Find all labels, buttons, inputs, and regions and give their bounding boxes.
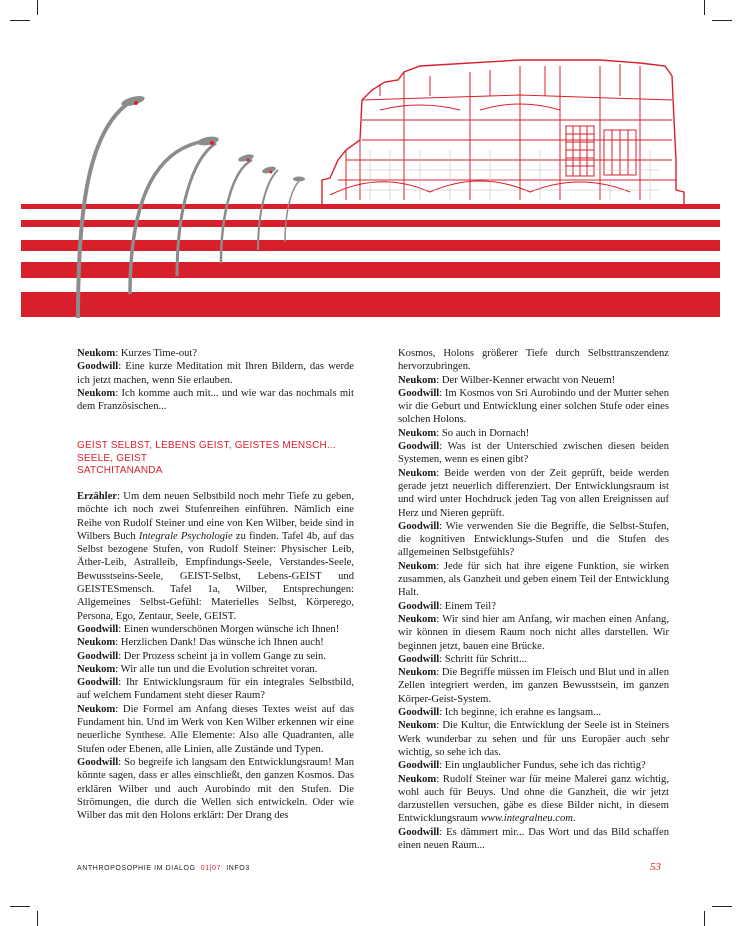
dialogue-line: Goodwill: Schritt für Schritt... xyxy=(398,653,527,665)
heading-line: SATCHITANANDA xyxy=(77,465,163,477)
speaker: Goodwill xyxy=(77,623,119,635)
speaker: Goodwill xyxy=(398,760,440,772)
narrator-paragraph: Erzähler: Um dem neuen Selbstbild noch mehr Tiefe zu geben, möchte ich noch zwei Stufenreihen einführen. Nämlich eine Reihe von Rudolf Steiner und eine von Ken Wilber, beide sind in Wilbers Buch Integrale Psychologie zu finden. Tafel 4b, auf das Selbst bezogene Stufen, von Rudolf Steiner: Physischer Leib, Äther-Leib, Astralleib, Empfindungs-Seele, Verstandes-Seele, Bewusstseins-Seele, GEIST-Selbst, Lebens-GEIST und GEISTESmensch. Tafel 1a, Wilber, Entsprechungen: Allgemeines Selbst-Gefühl: Materielles Selbst, Körperego, Persona, Ego, Zentaur, Seele, GEIST. xyxy=(77,490,354,622)
stripe xyxy=(21,292,720,317)
text-column-right xyxy=(398,347,669,852)
magazine-name: INFO3 xyxy=(226,865,250,872)
dialogue-line: Neukom: Kurzes Time-out? xyxy=(77,348,198,359)
crop-mark xyxy=(704,911,705,926)
text-column-left xyxy=(77,347,354,822)
lamp xyxy=(177,143,216,276)
dialogue-line: Goodwill: Eine kurze Meditation mit Ihren Bildern, das werde ich jetzt machen, wenn Sie erlauben. xyxy=(77,361,354,386)
dialogue-line: Goodwill: Der Prozess scheint ja in vollem Gange zu sein. xyxy=(77,650,326,662)
speaker: Neukom xyxy=(398,374,437,386)
crop-mark xyxy=(37,911,38,926)
lamp-heads xyxy=(120,94,305,181)
speaker: Goodwill xyxy=(398,707,440,719)
heading-line: SEELE, GEIST xyxy=(77,452,148,464)
dialogue-line: Neukom: Die Begriffe müssen im Fleisch und Blut und in allen Zellen integriert werden, im ganzen Bewusstsein, im ganzen Körper-Geist-System. xyxy=(398,667,669,705)
dialogue-line: Neukom: Der Wilber-Kenner erwacht von Neuem! xyxy=(398,374,616,386)
dialogue-line: Goodwill: Einen wunderschönen Morgen wünsche ich Ihnen! xyxy=(77,623,340,635)
speaker: Neukom xyxy=(398,667,437,679)
street-lamps xyxy=(78,102,300,318)
speaker: Goodwill xyxy=(77,756,119,768)
dialogue-line: Neukom: Wir sind hier am Anfang, wir machen einen Anfang, wir können in diesem Raum noch nicht alles darstellen. Wir beginnen jetzt, bauen eine Brücke. xyxy=(398,613,669,652)
book-title: Integrale Psychologie xyxy=(138,530,233,542)
speaker: Neukom xyxy=(398,467,437,479)
lamp xyxy=(285,180,300,242)
speaker: Goodwill xyxy=(398,520,440,532)
goetheanum-drawing xyxy=(322,60,684,205)
magazine-section: ANTHROPOSOPHIE IM DIALOG xyxy=(77,865,196,872)
dialogue-line: Goodwill: Ihr Entwicklungsraum für ein integrales Selbstbild, auf welchem Fundament steht dieser Raum? xyxy=(77,677,354,702)
stripe xyxy=(21,262,720,278)
speaker: Neukom xyxy=(398,560,437,572)
dialogue-line: Neukom: Jede für sich hat ihre eigene Funktion, sie wirken zusammen, als Ganzheit und geben einem Teil der Entwicklung Halt. xyxy=(398,560,669,599)
speaker: Neukom xyxy=(398,613,437,625)
dialogue-line: Neukom: So auch in Dornach! xyxy=(398,427,530,439)
lamp-lights xyxy=(134,101,273,174)
speaker: Goodwill xyxy=(398,653,440,665)
stripe xyxy=(21,240,720,251)
dialogue-line: Neukom: Beide werden von der Zeit geprüft, beide werden gerade jetzt neuerlich differenziert. Der Entwicklungsraum ist und wird unter Hochdruck jeden Tag von allen Ereignissen auf Herz und Nieren geprüft. xyxy=(398,467,669,519)
lamp xyxy=(78,102,130,318)
dialogue-line: Neukom: Die Formel am Anfang dieses Textes weist auf das Fundament hin. Und im Werk von Ken Wilber erkennen wir eine neuerliche Synthese. Alle Elemente: Also alle Quadranten, alle Stufen oder Ebenen, alle Linien, alle Zustände und Typen. xyxy=(77,703,354,755)
speaker: Neukom xyxy=(77,637,116,649)
speaker: Neukom xyxy=(77,663,116,675)
dialogue-line: Goodwill: Im Kosmos von Sri Aurobindo und der Mutter sehen wir die Geburt und Entwicklung einer solchen Stufe oder eines solchen Holons. xyxy=(398,387,669,426)
speaker: Neukom xyxy=(77,703,116,715)
lamp xyxy=(258,170,278,250)
page-number: 53 xyxy=(650,861,661,873)
speaker: Goodwill xyxy=(77,361,119,373)
speaker: Neukom xyxy=(398,427,437,439)
continued-text: Kosmos, Holons größerer Tiefe durch Selbsttranszendenz hervorzubringen. xyxy=(398,348,669,373)
speaker: Neukom xyxy=(398,773,437,785)
speaker: Neukom xyxy=(77,348,116,359)
stripe xyxy=(21,220,720,227)
dialogue-line: Neukom: Die Kultur, die Entwicklung der Seele ist in Steiners Werk wunderbar zu sehen und für uns Europäer auch sehr wichtig, so sehe ich das. xyxy=(398,720,669,758)
dialogue-line: Neukom: Herzlichen Dank! Das wünsche ich Ihnen auch! xyxy=(77,637,324,649)
dialogue-line: Neukom: Rudolf Steiner war für meine Malerei ganz wichtig, wohl auch für Beuys. Und ohne die Ganzheit, die wir jetzt darzustellen versuchen, gäbe es diese Bilder nicht, in diesem Entwicklungsraum www.integralneu.com. xyxy=(398,773,669,825)
heading-line: GEIST SELBST, LEBENS GEIST, GEISTES MENSCH... xyxy=(77,440,336,452)
crop-mark xyxy=(10,906,30,907)
red-stripes xyxy=(21,204,720,317)
speaker: Erzähler xyxy=(77,490,118,502)
section-heading xyxy=(77,440,354,478)
speaker: Goodwill xyxy=(398,441,440,453)
dialogue-line: Goodwill: So begreife ich langsam den Entwicklungsraum! Man könnte sagen, dass er alles einschließt, den ganzen Kosmos. Das erklären Wilber und auch Aurobindo mit den Stufen. Die Strömungen, die durch die Wellen sich entwickeln. Oder wie Wilber das mit den Holons erklärt: Der Drang des xyxy=(77,756,354,822)
crop-mark xyxy=(712,906,732,907)
dialogue-line: Goodwill: Ein unglaublicher Fundus, sehe ich das richtig? xyxy=(398,760,646,772)
dialogue-line: Goodwill: Einem Teil? xyxy=(398,600,496,612)
dialogue-line: Goodwill: Ich beginne, ich erahne es langsam... xyxy=(398,707,602,719)
header-illustration xyxy=(0,0,741,330)
dialogue-line: Goodwill: Was ist der Unterschied zwischen diesen beiden Systemen, wenn es einen gibt? xyxy=(398,441,669,466)
speaker: Neukom xyxy=(398,720,437,732)
speaker: Goodwill xyxy=(77,677,119,689)
speaker: Goodwill xyxy=(398,600,440,612)
speaker: Goodwill xyxy=(77,650,119,662)
website-link[interactable]: www.integralneu.com xyxy=(480,813,573,825)
dialogue-line: Goodwill: Es dämmert mir... Das Wort und das Bild schaffen einen neuen Raum... xyxy=(398,826,669,851)
dialogue-line: Neukom: Wir alle tun und die Evolution schreitet voran. xyxy=(77,663,318,675)
dialogue-line: Neukom: Ich komme auch mit... und wie war das nochmals mit dem Französischen... xyxy=(77,387,354,413)
speaker: Neukom xyxy=(77,387,116,399)
issue-number: 01|07 xyxy=(200,865,222,872)
dialogue-line: Goodwill: Wie verwenden Sie die Begriffe, die Selbst-Stufen, die kognitiven Entwicklungs-Stufen und die Stufen des allgemeinen Selbstgefühls? xyxy=(398,520,669,559)
speaker: Goodwill xyxy=(398,826,440,838)
speaker: Goodwill xyxy=(398,387,440,399)
running-footer xyxy=(77,865,250,872)
